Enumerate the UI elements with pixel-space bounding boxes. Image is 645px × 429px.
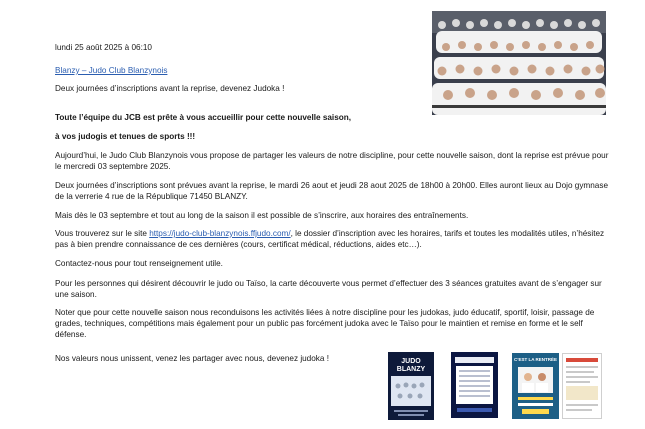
site-text-before: Vous trouverez sur le site <box>55 229 150 238</box>
post-date: lundi 25 août 2025 à 06:10 <box>55 43 152 52</box>
post-subtitle: Deux journées d’inscriptions avant la reprise, devenez Judoka ! <box>55 84 285 93</box>
poster-thumbnail-4[interactable] <box>562 353 602 419</box>
group-photo-illustration <box>432 11 606 115</box>
site-text-after: , le dossier d’inscription avec les horaires, tarifs et toutes les modalités utiles, n’hésitez pas à bien prendre connaissance de ces dernières (cours, certificat médical, réductions, aides etc…). <box>55 229 605 249</box>
site-link[interactable]: https://judo-club-blanzynois.ffjudo.com/ <box>149 229 291 238</box>
headline-line-1: Toute l’équipe du JCB est prête à vous accueillir pour cette nouvelle saison, <box>55 113 352 122</box>
paragraph-reprise: Aujourd’hui, le Judo Club Blanzynois vous propose de partager les valeurs de notre discipline, pour cette nouvelle saison, dont la reprise est prévue pour le mercredi 03 septembre 2025. <box>55 151 609 171</box>
paragraph-saison: Mais dès le 03 septembre et tout au long de la saison il est possible de s’inscrire, aux horaires des entraînements. <box>55 211 469 220</box>
paragraph-site <box>55 228 615 250</box>
club-link[interactable]: Blanzy – Judo Club Blanzynois <box>55 66 168 75</box>
poster-3-title: C’EST LA RENTRÉE <box>513 357 558 362</box>
paragraph-valeurs: Nos valeurs nous unissent, venez les partager avec nous, devenez judoka ! <box>55 354 329 363</box>
poster-thumbnail-2[interactable] <box>451 352 498 418</box>
poster-3-graphic <box>512 353 559 419</box>
club-group-photo[interactable] <box>432 11 606 115</box>
poster-4-graphic <box>563 354 601 418</box>
headline-line-2: à vos judogis et tenues de sports !!! <box>55 132 196 141</box>
poster-1-title: JUDO BLANZY <box>396 358 426 373</box>
paragraph-inscriptions: Deux journées d’inscriptions sont prévues avant la reprise, le mardi 26 aout et jeudi 28 aout 2025 de 18h00 à 20h00. Elles auront lieux au Dojo gymnase de la verrerie 4 rue de la République 71450 BLANZY. <box>55 181 609 201</box>
paragraph-activites: Noter que pour cette nouvelle saison nous reconduisons les activités liées à notre discipline pour les judokas, judo éducatif, sportif, loisir, passage de grades, techniques, compétitions mais également pour un public pas forcément judoka avec le Taïso pour le maintien et remise en forme et le self défense. <box>55 308 595 339</box>
poster-2-graphic <box>451 352 498 418</box>
poster-thumbnail-1[interactable] <box>388 352 434 420</box>
poster-thumbnail-3[interactable] <box>512 353 559 419</box>
club-link-wrapper <box>55 65 615 76</box>
poster-1-graphic <box>388 352 434 420</box>
paragraph-contact: Contactez-nous pour tout renseignement utile. <box>55 259 223 268</box>
paragraph-decouverte: Pour les personnes qui désirent découvrir le judo ou Taïso, la carte découverte vous permet d’effectuer des 3 séances gratuites avant de s’engager sur une saison. <box>55 279 602 299</box>
